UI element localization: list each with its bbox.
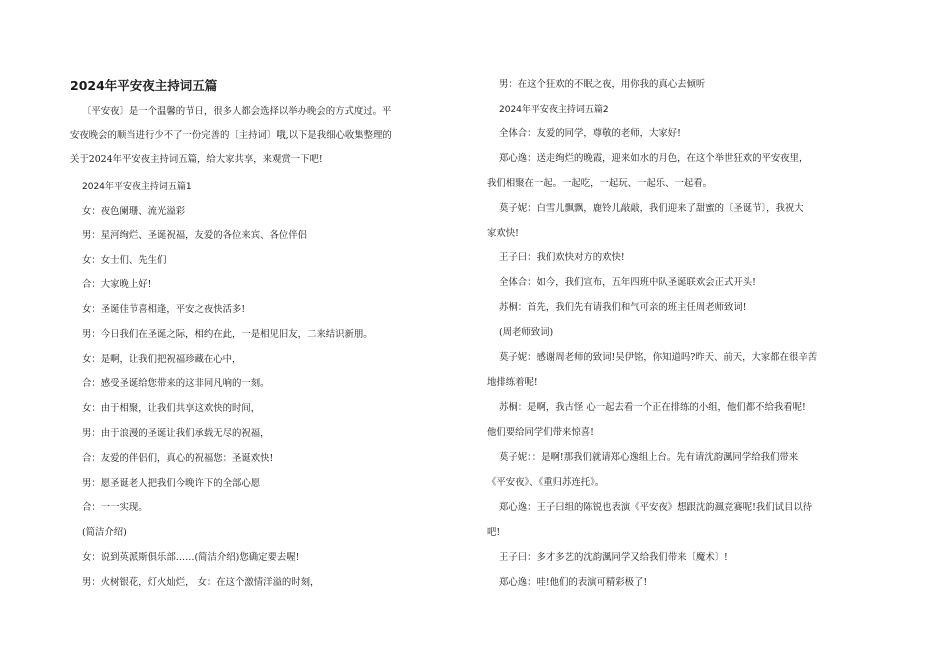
document-title: 2024年平安夜主持词五篇 xyxy=(70,78,218,93)
text-line: 莫子妮：白雪儿飘飘，鹿铃儿敲敲，我们迎来了甜蜜的〔圣诞节〕，我祝大 xyxy=(499,203,804,214)
text-line: 王子曰：多才多艺的沈韵渢同学又给我们带来〔魔术〕! xyxy=(499,552,728,563)
text-line: 合：友爱的伴侣们，真心的祝福您：圣诞欢快! xyxy=(82,453,274,464)
text-line: 女：圣诞佳节喜相逢，平安之夜快活多! xyxy=(82,304,246,315)
text-line: 苏桐：是啊，我古怪 心一起去看一个正在排练的小组，他们都不给我看呢! xyxy=(499,402,806,413)
text-line: 全体合：友爱的同学，尊敬的老师，大家好! xyxy=(499,128,681,139)
text-line: 苏桐：首先，我们先有请我们和气可亲的班主任周老师致词! xyxy=(499,302,747,313)
text-line: 安夜晚会的顺当进行少不了一份完善的〔主持词〕哦,以下是我细心收集整理的 xyxy=(70,130,392,141)
text-line: 女：说到英派斯俱乐部……(简洁介绍)您确定要去喔! xyxy=(82,552,300,563)
text-line: (简洁介绍) xyxy=(82,527,127,538)
text-line: 男：愿圣诞老人把我们今晚许下的全部心愿 xyxy=(82,478,261,489)
text-line: 郑心逸：哇!他们的表演可精彩极了! xyxy=(499,577,648,588)
text-line: 合：一一实现。 xyxy=(82,502,148,513)
section-heading: 2024年平安夜主持词五篇2 xyxy=(499,105,609,115)
text-line: 女：是啊，让我们把祝福珍藏在心中， xyxy=(82,354,242,365)
text-line: 男：由于浪漫的圣诞让我们承载无尽的祝福， xyxy=(82,428,270,439)
text-line: 合：大家晚上好! xyxy=(82,279,152,290)
text-line: 莫子妮：感谢周老师的致词!吴伊铭，你知道吗?昨天、前天，大家都在很辛苦 xyxy=(499,352,818,363)
text-line: 合：感受圣诞给您带来的这非同凡响的一刻。 xyxy=(82,378,270,389)
text-line: 《平安夜》、《重归苏连托》。 xyxy=(487,477,605,488)
text-line: 王子曰：我们欢快对方的欢快! xyxy=(499,252,625,263)
text-line: 女：由于相聚，让我们共享这欢快的时间， xyxy=(82,403,261,414)
text-line: 男：火树银花，灯火灿烂， 女：在这个激情洋溢的时刻， xyxy=(82,577,320,588)
text-line: 郑心逸：王子曰组的陈锐也表演《平安夜》想跟沈韵渢竞赛呢!我们试目以待 xyxy=(499,502,813,513)
text-line: 地排练着呢! xyxy=(487,377,538,388)
text-line: 男：星河绚烂、圣诞祝福，友爱的各位来宾、各位伴侣 xyxy=(82,230,308,241)
text-line: 吧! xyxy=(487,527,501,538)
text-line: 〔平安夜〕是一个温馨的节日，很多人都会选择以举办晚会的方式度过。平 xyxy=(82,106,392,117)
text-line: 男：今日我们在圣诞之际，相约在此，一是相见旧友，二来结识新朋。 xyxy=(82,329,373,340)
text-line: 全体合：如今，我们宣布，五年四班中队圣诞联欢会正式开头! xyxy=(499,277,756,288)
text-line: 莫子妮：：是啊!那我们就请郑心逸组上台。先有请沈韵渢同学给我们带来 xyxy=(499,452,799,463)
text-line: 他们要给同学们带来惊喜! xyxy=(487,427,594,438)
text-line: (周老师致词) xyxy=(499,327,554,338)
text-line: 郑心逸：送走绚烂的晚霞，迎来如水的月色，在这个举世狂欢的平安夜里， xyxy=(499,153,809,164)
text-line: 男：在这个狂欢的不眠之夜，用你我的真心去倾听 xyxy=(499,79,706,90)
text-line: 女：女士们、先生们 xyxy=(82,255,167,266)
text-line: 我们相聚在一起。一起吃，一起玩、一起乐、一起看。 xyxy=(487,178,713,189)
section-heading: 2024年平安夜主持词五篇1 xyxy=(82,182,192,192)
text-line: 关于2024年平安夜主持词五篇，给大家共享，来观赏一下吧! xyxy=(70,154,323,165)
text-line: 家欢快! xyxy=(487,228,519,239)
text-line: 女：夜色阑珊、流光溢彩 xyxy=(82,206,186,217)
